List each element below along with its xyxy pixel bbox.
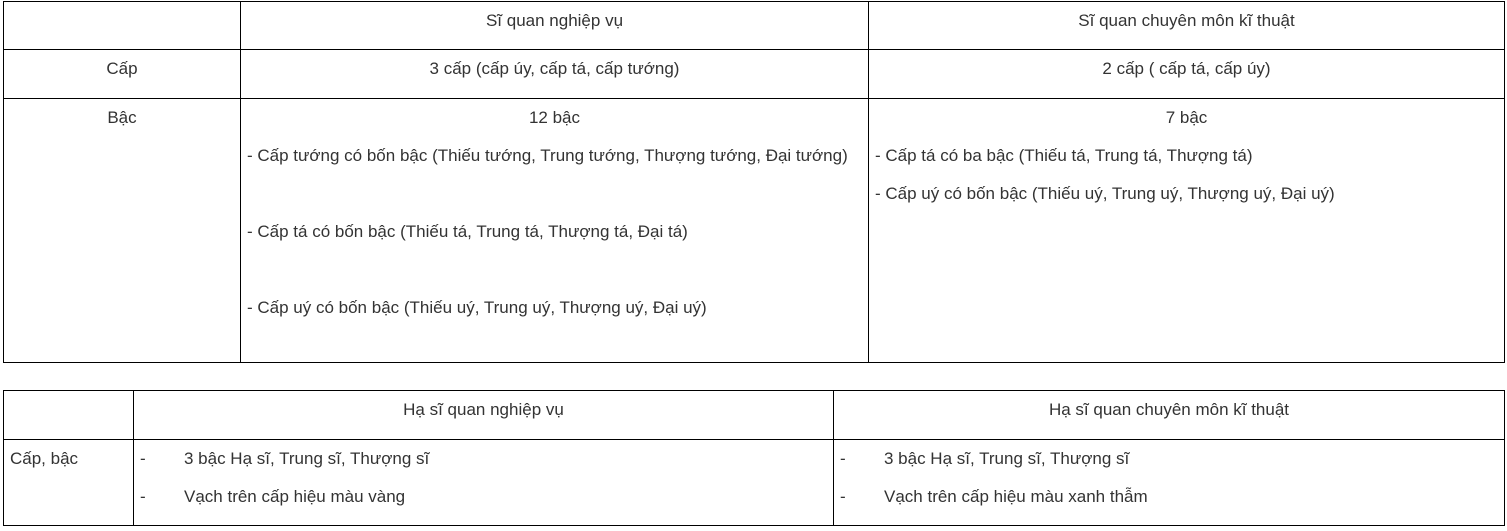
bullet-dash: - xyxy=(140,449,146,468)
officer-grade-technical-cell xyxy=(869,99,1505,363)
officer-header-row xyxy=(4,2,1505,50)
officer-header-professional: Sĩ quan nghiệp vụ xyxy=(241,2,869,50)
officer-grade-row xyxy=(4,99,1505,363)
bullet-dash: - xyxy=(140,487,146,506)
officer-rank-table xyxy=(3,1,1505,363)
officer-level-row xyxy=(4,50,1505,99)
nco-header-row xyxy=(4,391,1505,440)
list-item-text: 3 bậc Hạ sĩ, Trung sĩ, Thượng sĩ xyxy=(184,449,430,468)
nco-rank-table xyxy=(3,390,1505,526)
list-item xyxy=(840,484,1498,510)
nco-grade-label: Cấp, bậc xyxy=(4,440,134,526)
list-item-text: Vạch trên cấp hiệu màu xanh thẫm xyxy=(884,487,1148,506)
nco-header-professional: Hạ sĩ quan nghiệp vụ xyxy=(134,391,834,440)
list-item xyxy=(840,446,1498,472)
nco-grade-technical-cell xyxy=(834,440,1505,526)
list-item: - Cấp tá có bốn bậc (Thiếu tá, Trung tá, Thượng tá, Đại tá) xyxy=(247,222,688,241)
list-item: - Cấp uý có bốn bậc (Thiếu uý, Trung uý, Thượng uý, Đại uý) xyxy=(247,298,707,317)
list-item xyxy=(140,484,827,510)
list-item-text: 3 bậc Hạ sĩ, Trung sĩ, Thượng sĩ xyxy=(884,449,1130,468)
bullet-dash: - xyxy=(840,449,846,468)
officer-level-label: Cấp xyxy=(4,50,241,99)
list-item: - Cấp tá có ba bậc (Thiếu tá, Trung tá, Thượng tá) xyxy=(875,146,1253,165)
list-item: - Cấp uý có bốn bậc (Thiếu uý, Trung uý, Thượng uý, Đại uý) xyxy=(875,184,1335,203)
nco-header-empty-cell xyxy=(4,391,134,440)
nco-header-technical: Hạ sĩ quan chuyên môn kĩ thuật xyxy=(834,391,1505,440)
list-item xyxy=(140,446,827,472)
officer-level-professional: 3 cấp (cấp úy, cấp tá, cấp tướng) xyxy=(241,50,869,99)
officer-header-technical: Sĩ quan chuyên môn kĩ thuật xyxy=(869,2,1505,50)
officer-grade-professional-cell xyxy=(241,99,869,363)
officer-grade-label: Bậc xyxy=(4,99,241,363)
officer-grade-technical-title: 7 bậc xyxy=(1165,108,1208,127)
bullet-dash: - xyxy=(840,487,846,506)
officer-level-technical: 2 cấp ( cấp tá, cấp úy) xyxy=(869,50,1505,99)
officer-grade-professional-title: 12 bậc xyxy=(528,108,581,127)
nco-grade-professional-cell xyxy=(134,440,834,526)
list-item-text: Vạch trên cấp hiệu màu vàng xyxy=(184,487,406,506)
list-item: - Cấp tướng có bốn bậc (Thiếu tướng, Trung tướng, Thượng tướng, Đại tướng) xyxy=(247,146,848,165)
officer-header-empty-cell xyxy=(4,2,241,50)
nco-grade-row xyxy=(4,440,1505,526)
